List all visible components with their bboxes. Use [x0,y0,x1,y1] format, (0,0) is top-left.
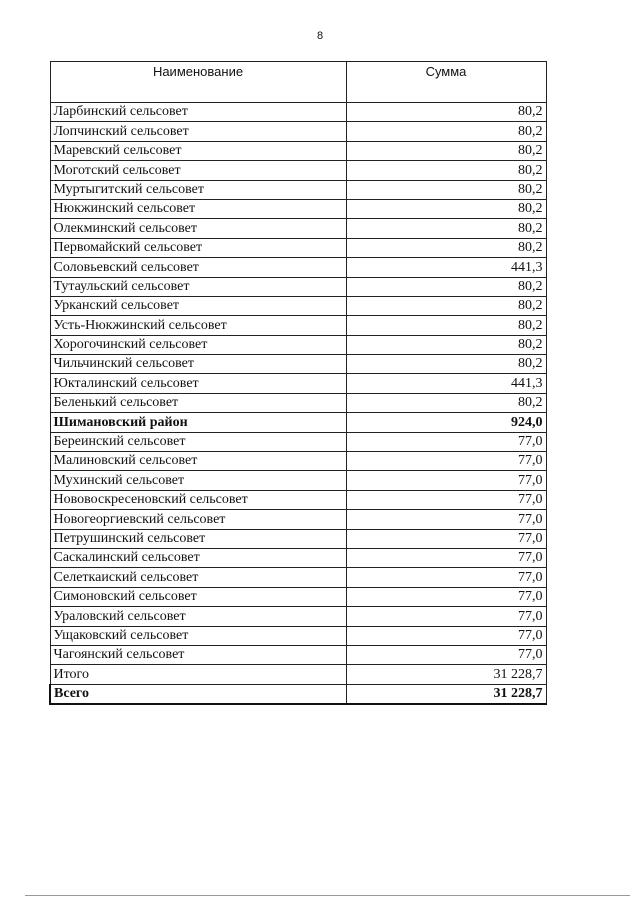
row-amount-cell: 80,2 [346,122,546,141]
row-amount-cell: 77,0 [346,587,546,606]
table-row [50,103,546,122]
row-amount-cell: 80,2 [346,335,546,354]
row-amount-cell: 77,0 [346,568,546,587]
table-row [50,258,546,277]
row-amount-cell: 77,0 [346,548,546,567]
row-amount-cell: 80,2 [346,103,546,122]
table-row [50,393,546,412]
row-name-cell: Мухинский сельсовет [50,471,346,490]
table-row [50,529,546,548]
row-amount-cell: 80,2 [346,393,546,412]
row-amount-cell: 80,2 [346,141,546,160]
table-header-row [50,62,546,103]
table-row [50,335,546,354]
table-row [50,548,546,567]
row-amount-cell: 441,3 [346,258,546,277]
row-name-cell: Малиновский сельсовет [50,452,346,471]
row-name-cell: Симоновский сельсовет [50,587,346,606]
table-row [50,355,546,374]
row-name-cell: Шимановский район [50,413,346,432]
table-row [50,684,546,704]
row-name-cell: Беленький сельсовет [50,393,346,412]
table-row [50,490,546,509]
table-row [50,316,546,335]
table-row [50,161,546,180]
table-row [50,374,546,393]
row-amount-cell: 80,2 [346,161,546,180]
row-amount-cell: 80,2 [346,199,546,218]
row-name-cell: Итого [50,665,346,684]
row-amount-cell: 31 228,7 [346,684,546,704]
row-amount-cell: 80,2 [346,238,546,257]
row-amount-cell: 80,2 [346,296,546,315]
row-name-cell: Чагоянский сельсовет [50,645,346,664]
row-amount-cell: 80,2 [346,180,546,199]
row-name-cell: Лопчинский сельсовет [50,122,346,141]
row-amount-cell: 80,2 [346,355,546,374]
table-row [50,199,546,218]
row-amount-cell: 77,0 [346,626,546,645]
row-name-cell: Ущаковский сельсовет [50,626,346,645]
table-row [50,471,546,490]
row-amount-cell: 31 228,7 [346,665,546,684]
row-amount-cell: 77,0 [346,607,546,626]
page-number: 8 [316,30,324,42]
row-name-cell: Ураловский сельсовет [50,607,346,626]
budget-table [49,61,547,705]
table-row [50,238,546,257]
row-amount-cell: 77,0 [346,452,546,471]
row-amount-cell: 77,0 [346,529,546,548]
row-name-cell: Олекминский сельсовет [50,219,346,238]
row-amount-cell: 924,0 [346,413,546,432]
row-amount-cell: 77,0 [346,471,546,490]
row-name-cell: Всего [50,684,346,704]
row-amount-cell: 80,2 [346,277,546,296]
table-row [50,665,546,684]
row-name-cell: Нововоскресеновский сельсовет [50,490,346,509]
row-name-cell: Чильчинский сельсовет [50,355,346,374]
row-name-cell: Маревский сельсовет [50,141,346,160]
row-name-cell: Муртыгитский сельсовет [50,180,346,199]
row-name-cell: Моготский сельсовет [50,161,346,180]
row-amount-cell: 80,2 [346,219,546,238]
table-row [50,452,546,471]
table-row [50,219,546,238]
row-amount-cell: 77,0 [346,432,546,451]
table-row [50,296,546,315]
row-name-cell: Усть-Нюкжинский сельсовет [50,316,346,335]
row-name-cell: Саскалинский сельсовет [50,548,346,567]
column-header-name: Наименование [50,62,346,103]
table-row [50,277,546,296]
row-name-cell: Ларбинский сельсовет [50,103,346,122]
row-amount-cell: 77,0 [346,510,546,529]
row-name-cell: Селеткаиский сельсовет [50,568,346,587]
row-name-cell: Первомайский сельсовет [50,238,346,257]
row-name-cell: Урканский сельсовет [50,296,346,315]
row-name-cell: Хорогочинский сельсовет [50,335,346,354]
row-amount-cell: 80,2 [346,316,546,335]
row-name-cell: Береинский сельсовет [50,432,346,451]
bottom-scan-rule [25,895,630,896]
table-row [50,432,546,451]
row-name-cell: Соловьевский сельсовет [50,258,346,277]
table-row [50,122,546,141]
column-header-amount: Сумма [346,62,546,103]
table-row [50,626,546,645]
table-row [50,141,546,160]
table-row [50,568,546,587]
row-amount-cell: 77,0 [346,645,546,664]
table-row [50,645,546,664]
row-name-cell: Тутаульский сельсовет [50,277,346,296]
row-amount-cell: 77,0 [346,490,546,509]
row-name-cell: Нюкжинский сельсовет [50,199,346,218]
row-name-cell: Новогеоргиевский сельсовет [50,510,346,529]
table-row [50,587,546,606]
table-row [50,607,546,626]
table-row [50,180,546,199]
row-name-cell: Петрушинский сельсовет [50,529,346,548]
row-name-cell: Юкталинский сельсовет [50,374,346,393]
row-amount-cell: 441,3 [346,374,546,393]
table-row [50,510,546,529]
table-row [50,413,546,432]
table-body [50,103,546,705]
